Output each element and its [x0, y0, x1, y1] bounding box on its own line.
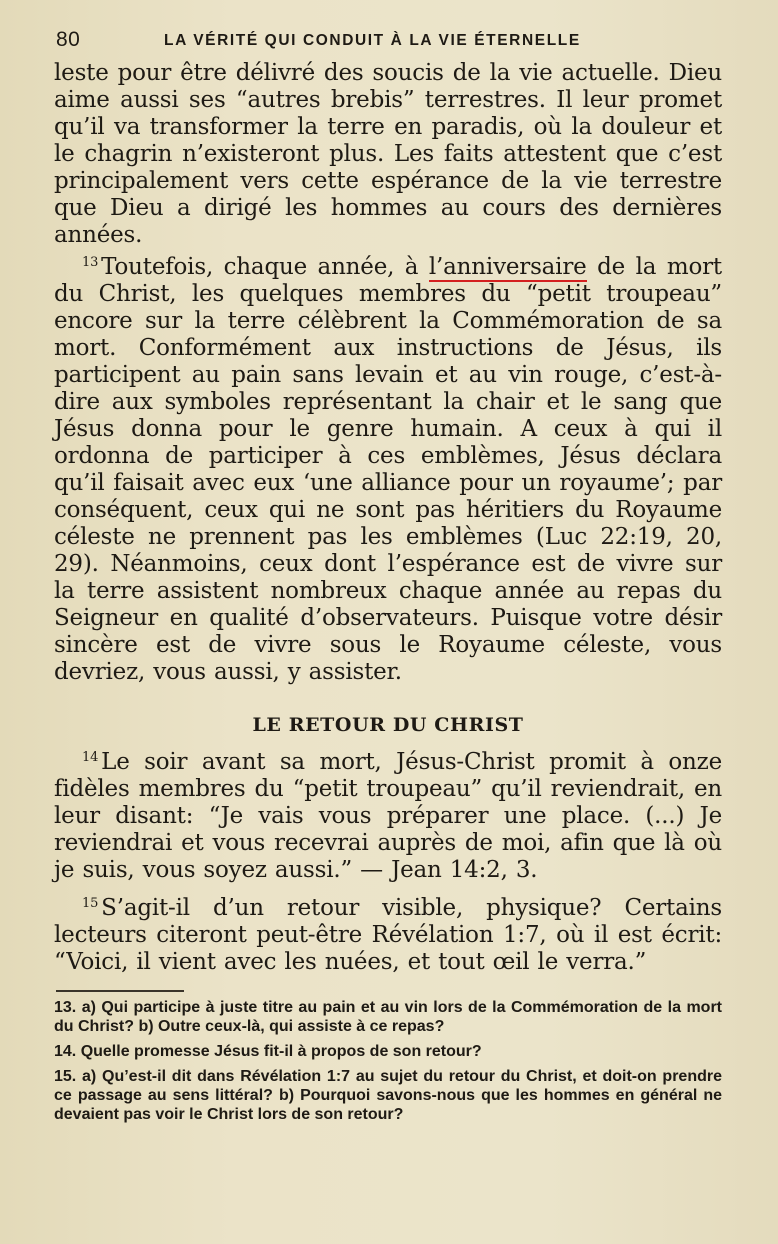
red-underlined-word: l’anniversaire: [428, 254, 587, 280]
paragraph-14-text: Le soir avant sa mort, Jésus-Christ promit à onze fidèles membres du “petit troupeau” qu’il reviendrait, en leur disant: “Je vais vous préparer une place. (...) Je reviendrai et vous recevrai auprès de moi, afin que là où je suis, vous soyez aussi.” — Jean 14:2, 3.: [54, 749, 722, 883]
study-question: 15. a) Qu’est-il dit dans Révélation 1:7 au sujet du retour du Christ, et doit-on prendre ce passage au sens littéral? b) Pourquoi savons-nous que les hommes en général ne devaient pas voir le Christ lors de son retour?: [54, 1068, 722, 1123]
body-text: [54, 60, 722, 976]
paragraph-intro: leste pour être délivré des soucis de la vie actuelle. Dieu aime aussi ses “autres brebis” terrestres. Il leur promet qu’il va transformer la terre en paradis, où la douleur et le chagrin n’existeront plus. Les faits attestent que c’est principalement vers cette espérance de la vie terrestre que Dieu a dirigé les hommes au cours des dernières années.: [54, 60, 722, 248]
paragraph-15-text: S’agit-il d’un retour visible, physique? Certains lecteurs citeront peut-être Révélation 1:7, où il est écrit: “Voici, il vient avec les nuées, et tout œil le verra.”: [54, 895, 722, 975]
paragraph-number: 13: [82, 255, 99, 270]
paragraph-number: 15: [82, 896, 99, 911]
paragraph-13-text: de la mort du Christ, les quelques membres du “petit troupeau” encore sur la terre célèbrent la Commémoration de sa mort. Conformément aux instructions de Jésus, ils participent au pain sans levain et au vin rouge, c’est-à-dire aux symboles représentant la chair et le sang que Jésus donna pour le genre humain. A ceux à qui il ordonna de participer à ces emblèmes, Jésus déclara qu’il faisait avec eux ‘une alliance pour un royaume’; par conséquent, ceux qui ne sont pas héritiers du Royaume céleste ne prennent pas les emblèmes (Luc 22:19, 20, 29). Néanmoins, ceux dont l’espérance est de vivre sur la terre assistent nombreux chaque année au repas du Seigneur en qualité d’observateurs. Puisque votre désir sincère est de vivre sous le Royaume céleste, vous devriez, vous aussi, y assister.: [54, 254, 722, 685]
paragraph-number: 14: [82, 750, 99, 765]
study-question: 14. Quelle promesse Jésus fit-il à propos de son retour?: [54, 1043, 482, 1060]
paragraph-13: [54, 249, 722, 686]
section-heading: LE RETOUR DU CHRIST: [252, 714, 524, 736]
running-title: LA VÉRITÉ QUI CONDUIT À LA VIE ÉTERNELLE: [164, 32, 581, 49]
study-question: 13. a) Qui participe à juste titre au pain et au vin lors de la Commémoration de la mort du Christ? b) Outre ceux-là, qui assiste à ce repas?: [54, 999, 722, 1035]
page-number: 80: [56, 28, 81, 51]
footnote-divider: [56, 990, 184, 992]
study-questions: [54, 998, 722, 1130]
page-header: [56, 28, 722, 58]
paragraph-13-lead: Toutefois, chaque année, à: [101, 254, 419, 280]
paragraph-14: [54, 744, 722, 884]
paragraph-15: [54, 890, 722, 976]
